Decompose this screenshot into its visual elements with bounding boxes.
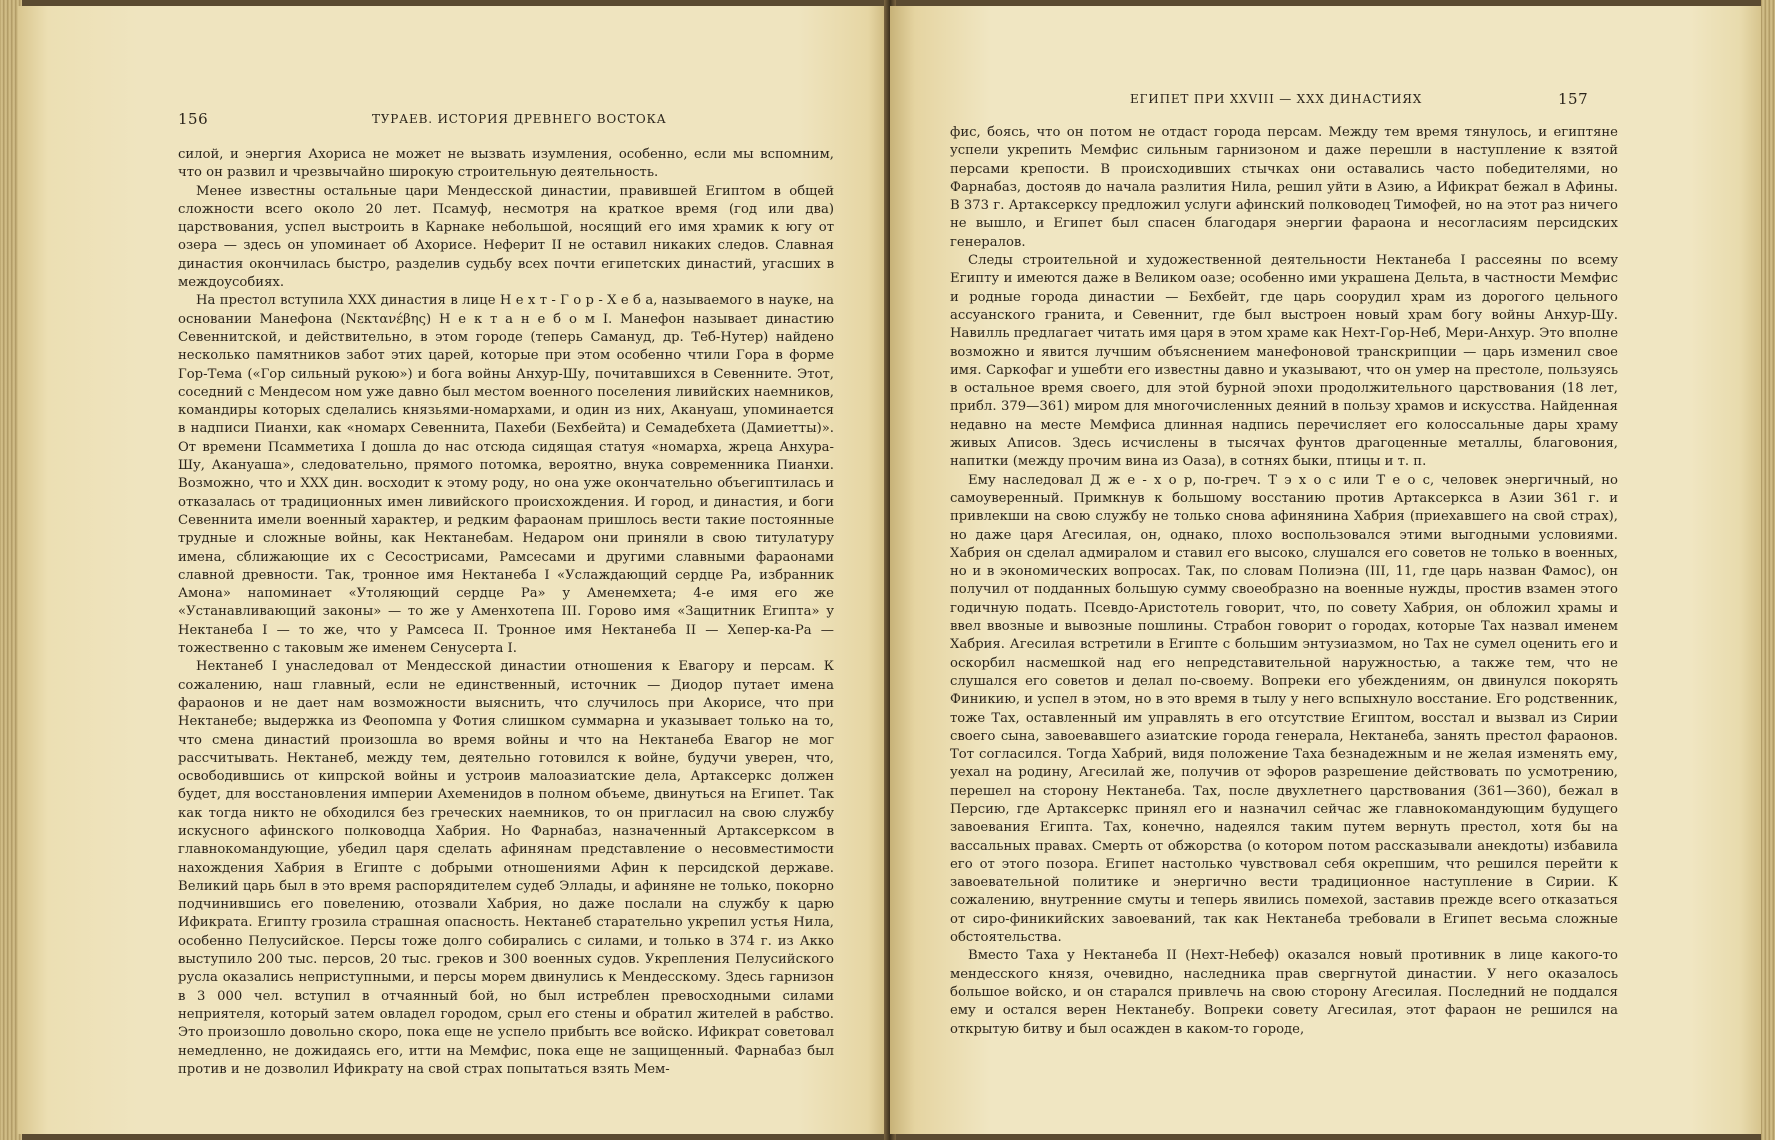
- page-left: [18, 6, 890, 1134]
- paragraph: Нектанеб I унаследовал от Мендесской династии отношения к Евагору и персам. К сожалению, наш главный, если не единственный, источник — Диодор путает имена фараонов и не дает нам возможности выяснить, что случилось при Акорисе, что при Нектанебе; выдержка из Феопомпа у Фотия слишком суммарна и указывает только на то, что смена династий произошла во время войны и что на Нектанеба Евагор не мог рассчитывать. Нектанеб, между тем, деятельно готовился к войне, будучи уверен, что, освободившись от кипрской войны и устроив малоазиатские дела, Артаксеркс должен будет, для восстановления империи Ахеменидов в полном объеме, двинуться на Египет. Так как тогда никто не обходился без греческих наемников, то он пригласил на свою службу искусного афинского полководца Хабрия. Но Фарнабаз, назначенный Артаксерксом в главнокомандующие, убедил царя сделать афинянам представление о несовместимости нахождения Хабрия в Египте с добрыми отношениями Афин к персидской державе. Великий царь был в это время распорядителем судеб Эллады, и афиняне не только, покорно подчинившись его повелению, отозвали Хабрия, но даже послали на службу к царю Ификрата. Египту грозила страшная опасность. Нектанеб старательно укрепил устья Нила, особенно Пелусийское. Персы тоже долго собирались с силами, и только в 374 г. из Акко выступило 200 тыс. персов, 20 тыс. греков и 300 военных судов. Укрепления Пелусийского русла оказались неприступными, и персы морем двинулись к Мендесскому. Здесь гарнизон в 3 000 чел. вступил в отчаянный бой, но был истреблен превосходными силами неприятеля, который затем овладел городом, срыл его стены и обратил жителей в рабство. Это произошло довольно скоро, пока еще не успело прибыть все войско. Ификрат советовал немедленно, не дожидаясь его, итти на Мемфис, пока еще не защищенный. Фарнабаз был против и не дозволил Ификрату на свой страх попытаться взять Мем-: [178, 659, 834, 1077]
- page-header-right: [890, 90, 1762, 110]
- paragraph: Менее известны остальные цари Мендесской династии, правившей Египтом в общей сложности всего около 20 лет. Псамуф, несмотря на краткое время (год или два) царствования, успел выстроить в Карнаке небольшой, носящий его имя храмик к югу от озера — здесь он упоминает об Ахорисе. Неферит II не оставил никаких следов. Славная династия окончилась быстро, разделив судьбу всех почти египетских династий, угасших в междоусобиях.: [178, 183, 834, 291]
- page-number: 156: [178, 110, 209, 128]
- paragraph: Следы строительной и художественной деятельности Нектанеба I рассеяны по всему Египту и имеются даже в Великом оазе; особенно ими украшена Дельта, в частности Мемфис и родные города династии — Бехбейт, где царь соорудил храм из дорогого цельного ассуанского гранита, и Севеннит, где был выстроен новый храм богу войны Анхур-Шу. Навилль предлагает читать имя царя в этом храме как Нехт-Гор-Неб, Мери-Анхур. Это вполне возможно и явится лучшим объяснением манефоновой транскрипции — царь изменил свое имя. Саркофаг и ушебти его известны давно и указывают, что он умер на престоле, пользуясь в остальное время своего, для этой бурной эпохи продолжительного царствования (18 лет, прибл. 379—361) миром для многочисленных деяний в пользу храмов и искусства. Найденная недавно на месте Мемфиса длинная надпись перечисляет его колоссальные дары храму живых Аписов. Здесь исчислены в тысячах фунтов драгоценные металлы, благовония, напитки (между прочим вина из Оаза), в сотнях быки, птицы и т. п.: [950, 253, 1618, 470]
- book-edge-right: [1761, 0, 1775, 1140]
- page-body-right: [950, 124, 1618, 1039]
- page-number: 157: [1558, 90, 1589, 108]
- running-head: ЕГИПЕТ ПРИ XXVIII — XXX ДИНАСТИЯХ: [1130, 92, 1423, 106]
- page-body-left: [178, 146, 834, 1079]
- paragraph: фис, боясь, что он потом не отдаст города персам. Между тем время тянулось, и египтяне успели укрепить Мемфис сильным гарнизоном и даже перешли в наступление к взятой персами крепости. В происходивших стычках они оставались часто победителями, но Фарнабаз, достояв до начала разлития Нила, решил уйти в Азию, а Ификрат бежал в Афины. В 373 г. Артаксерксу предложил услуги афинский полководец Тимофей, но на этот раз ничего не вышло, и Египет был спасен благодаря энергии фараона и несогласиям персидских генералов.: [950, 125, 1618, 250]
- paragraph: Вместо Таха у Нектанеба II (Нехт-Небеф) оказался новый противник в лице какого-то мендесского князя, очевидно, наследника прав свергнутой династии. У него оказалось большое войско, и он старался привлечь на свою сторону Агесилая. Последний не поддался ему и остался верен Нектанебу. Вопреки совету Агесилая, этот фараон не решился на открытую битву и был осажден в каком-то городе,: [950, 948, 1618, 1037]
- paragraph: силой, и энергия Ахориса не может не вызвать изумления, особенно, если мы вспомним, что он развил и чрезвычайно широкую строительную деятельность.: [178, 147, 834, 181]
- paragraph: Ему наследовал Д ж е - х о р, по-греч. Т э х о с или Т е о с, человек энергичный, но самоуверенный. Примкнув к большому восстанию против Артаксеркса в Азии 361 г. и привлекши на свою службу не только снова афинянина Хабрия (приехавшего на свой страх), но даже царя Агесилая, он, однако, плохо воспользовался этими выгодными условиями. Хабрия он сделал адмиралом и ставил его высоко, слушался его советов не только в военных, но и в экономических вопросах. Так, по словам Полиэна (III, 11, где царь назван Фамос), он получил от подданных большую сумму своеобразно на военные нужды, простив взамен этого годичную подать. Псевдо-Аристотель говорит, что, по совету Хабрия, он обложил храмы и ввел ввозные и вывозные пошлины. Страбон говорит о городах, которые Тах назвал именем Хабрия. Агесилая встретили в Египте с большим энтузиазмом, но Тах не сумел оценить его и оскорбил насмешкой над его непредставительной наружностью, а также тем, что не слушался его советов и делал по-своему. Вопреки его убеждениям, он двинулся покорять Финикию, и успел в этом, но в это время в тылу у него вспыхнуло восстание. Его родственник, тоже Тах, оставленный им управлять в его отсутствие Египтом, восстал и вызвал из Сирии своего сына, завоевавшего азиатские города генерала, Нектанеба, занять престол фараонов. Тот согласился. Тогда Хабрий, видя положение Таха безнадежным и не желая изменять ему, уехал на родину, Агесилай же, получив от эфоров разрешение действовать по усмотрению, перешел на сторону Нектанеба. Тах, после двухлетнего царствования (361—360), бежал в Персию, где Артаксеркс принял его и назначил сейчас же главнокомандующим будущего завоевания Египта. Тах, конечно, надеялся таким путем вернуть престол, хотя бы на вассальных правах. Смерть от обжорства (о котором потом рассказывали анекдоты) избавила его от этого позора. Египет настолько чувствовал себя окрепшим, что решился перейти к завоевательной политике и энергично вести традиционное наступление в Сирии. К сожалению, внутренние смуты и теперь явились помехой, заставив прежде всего отказаться от сиро-финикийских завоеваний, так как Нектанеба требовали в Египет весьма сложные обстоятельства.: [950, 472, 1618, 946]
- paragraph: На престол вступила XXX династия в лице Н е х т - Г о р - Х е б а, называемого в науке, на основании Манефона (Νεκτανέβης) Н е к т а н е б о м I. Манефон называет династию Севеннитской, и действительно, в этом городе (теперь Самануд, др. Теб-Нутер) найдено несколько памятников забот этих царей, которые при этом особенно чтили Гора в форме Гор-Тема («Гор сильный рукою») и бога войны Анхур-Шу, почитавшихся в Севенните. Этот, соседний с Мендесом ном уже давно был местом военного поселения ливийских наемников, командиры которых сделались князьями-номархами, и один из них, Акануаш, упоминается в надписи Пианхи, как «номарх Севеннита, Пахеби (Бехбейта) и Семадебхета (Дамиетты)». От времени Псамметиха I дошла до нас отсюда сидящая статуя «номарха, жреца Анхура-Шу, Акануаша», следовательно, прямого потомка, вероятно, внука современника Пианхи. Возможно, что и XXX дин. восходит к этому роду, но она уже окончательно объегиптилась и отказалась от традиционных имен ливийского происхождения. И город, и династия, и боги Севеннита имели военный характер, и редким фараонам пришлось вести такие постоянные трудные и сложные войны, как Нектанебам. Недаром они приняли в свою титулатуру имена, сближающие их с Сесострисами, Рамсесами и другими славными фараонами славной древности. Так, тронное имя Нектанеба I «Услаждающий сердце Ра, избранник Амона» напоминает «Утоляющий сердце Ра» у Аменемхета; 4-е имя его же «Устанавливающий законы» — то же у Аменхотепа III. Горово имя «Защитник Египта» у Нектанеба I — то же, что у Рамсеса II. Тронное имя Нектанеба II — Хепер-ка-Ра — тожественно с таковым же именем Сенусерта I.: [178, 293, 834, 657]
- page-header-left: [18, 110, 890, 130]
- page-right: [890, 6, 1762, 1134]
- running-head: ТУРАЕВ. ИСТОРИЯ ДРЕВНЕГО ВОСТОКА: [372, 112, 667, 126]
